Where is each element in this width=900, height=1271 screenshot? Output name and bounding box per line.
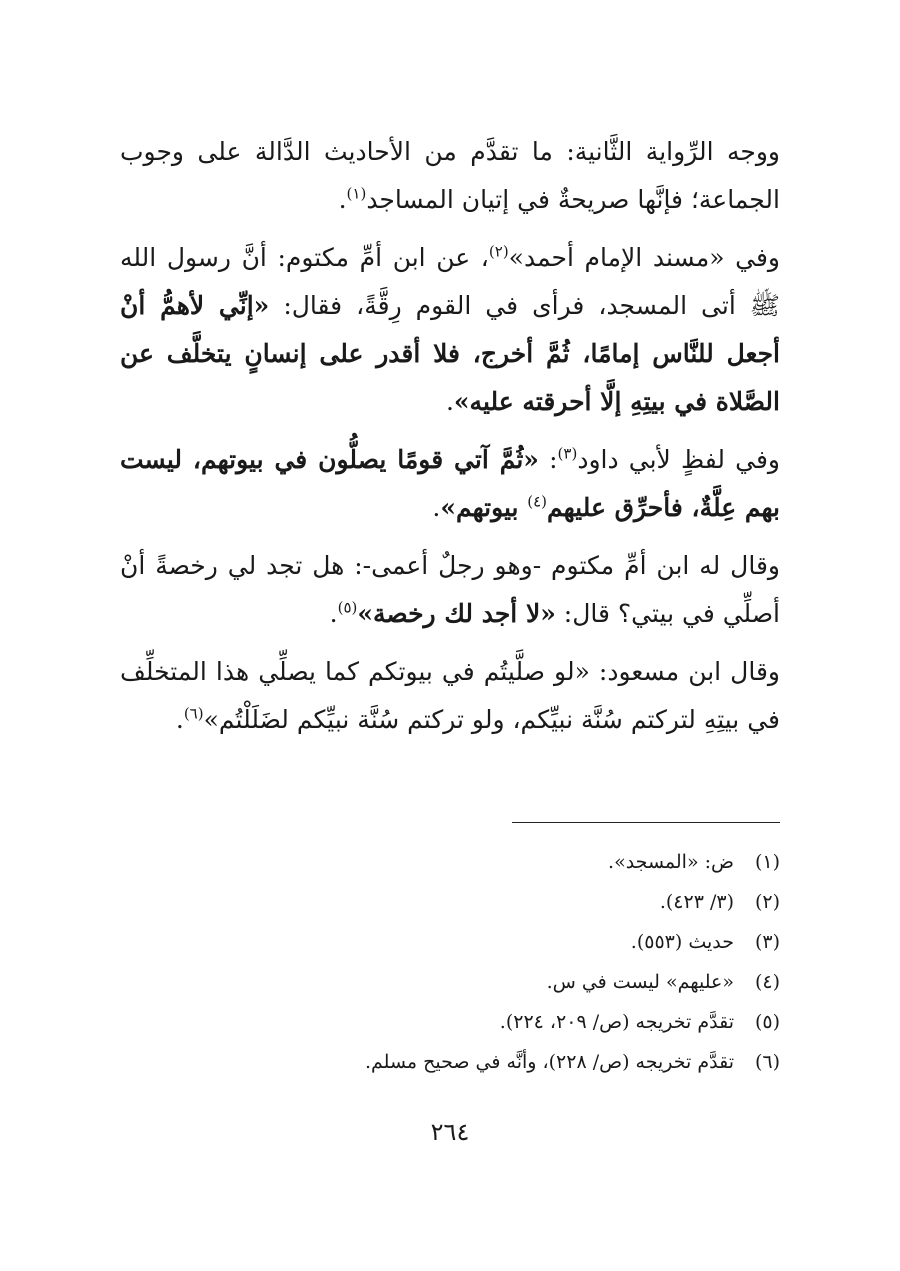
footnote-ref-5[interactable]: (٥) <box>337 598 358 617</box>
footnote-ref-3[interactable]: (٣) <box>557 444 578 463</box>
footnote-number: (٦) <box>754 1051 780 1073</box>
footnote-ref-6[interactable]: (٦) <box>183 704 204 723</box>
footnote-item <box>120 922 780 962</box>
hadith-quote: «إنِّي لأهمُّ أنْ أجعل للنَّاس إمامًا، ثُمَّ أخرج، فلا أقدر على إنسانٍ يتخلَّف عن الصَّلاة في بيتِهِ إلَّا أحرقته عليه» <box>120 291 780 416</box>
paragraph-ibn-masud: وقال ابن مسعود: «لو صلَّيتُم في بيوتكم كما يصلِّي هذا المتخلِّف في بيتِهِ لتركتم سُنَّة نبيِّكم، ولو تركتم سُنَّة نبيِّكم لضَلَلْتُم»$^{(٦)}$. <box>120 657 780 734</box>
footnote-number: (٤) <box>754 971 780 993</box>
footnote-separator <box>512 822 780 823</box>
footnote-item <box>120 1002 780 1042</box>
footnote-ref-4[interactable]: (٤) <box>527 492 547 511</box>
hadith-quote-end: بيوتهم» <box>440 493 528 522</box>
paragraph-second-narration: ووجه الرِّواية الثَّانية: ما تقدَّم من الأحاديث الدَّالة على وجوب الجماعة؛ فإنَّها صريحةٌ في إتيان المساجد$^{(١)}$. <box>120 137 780 214</box>
page-number: ٢٦٤ <box>430 1118 470 1146</box>
footnote-text: حديث (٥٥٣). <box>630 931 734 953</box>
footnote-number: (٥) <box>754 1011 780 1033</box>
footnote-item <box>120 962 780 1002</box>
footnote-number: (٢) <box>754 891 780 913</box>
paragraph-ibn-umm-maktum: وقال له ابن أمِّ مكتوم -وهو رجلٌ أعمى-: هل تجد لي رخصةً أنْ أصلِّي في بيتي؟ قال: «لا أجد لك رخصة»$^{(٥)}$. <box>120 551 780 628</box>
footnote-ref-1[interactable]: (١) <box>346 184 367 203</box>
footnote-number: (٣) <box>754 931 780 953</box>
footnote-item <box>120 1042 780 1082</box>
paragraph-musnad-ahmad: وفي «مسند الإمام أحمد»$^{(٢)}$، عن ابن أمِّ مكتوم: أنَّ رسول الله ﷺ أتى المسجد، فرأى في القوم رِقَّةً، فقال: «إنِّي لأهمُّ أنْ أجعل للنَّاس إمامًا، ثُمَّ أخرج، فلا أقدر على إنسانٍ يتخلَّف عن الصَّلاة في بيتِهِ إلَّا أحرقته عليه». <box>120 242 780 416</box>
footnote-ref-2[interactable]: (٢) <box>488 242 509 261</box>
hadith-quote: «لا أجد لك رخصة» <box>357 599 556 628</box>
footnotes-list <box>120 842 780 1082</box>
hadith-quote: «ثُمَّ آتي قومًا يصلُّون في بيوتهم، ليست بهم عِلَّةٌ، فأحرِّق عليهم <box>120 445 780 522</box>
footnote-item <box>120 842 780 882</box>
footnote-text: «عليهم» ليست في س. <box>546 971 734 993</box>
footnote-number: (١) <box>754 851 780 873</box>
footnote-item <box>120 882 780 922</box>
main-text <box>120 128 780 754</box>
footnote-text: ض: «المسجد». <box>608 851 734 873</box>
footnote-text: تقدَّم تخريجه (ص/ ٢٢٨)، وأنَّه في صحيح مسلم. <box>364 1051 734 1073</box>
paragraph-abu-dawud: وفي لفظٍ لأبي داود$^{(٣)}$: «ثُمَّ آتي قومًا يصلُّون في بيوتهم، ليست بهم عِلَّةٌ، فأحرِّق عليهم$^{(٤)}$ بيوتهم». <box>120 444 780 522</box>
footnote-text: تقدَّم تخريجه (ص/ ٢٠٩، ٢٢٤). <box>499 1011 734 1033</box>
footnote-text: (٣/ ٤٢٣). <box>659 891 734 913</box>
